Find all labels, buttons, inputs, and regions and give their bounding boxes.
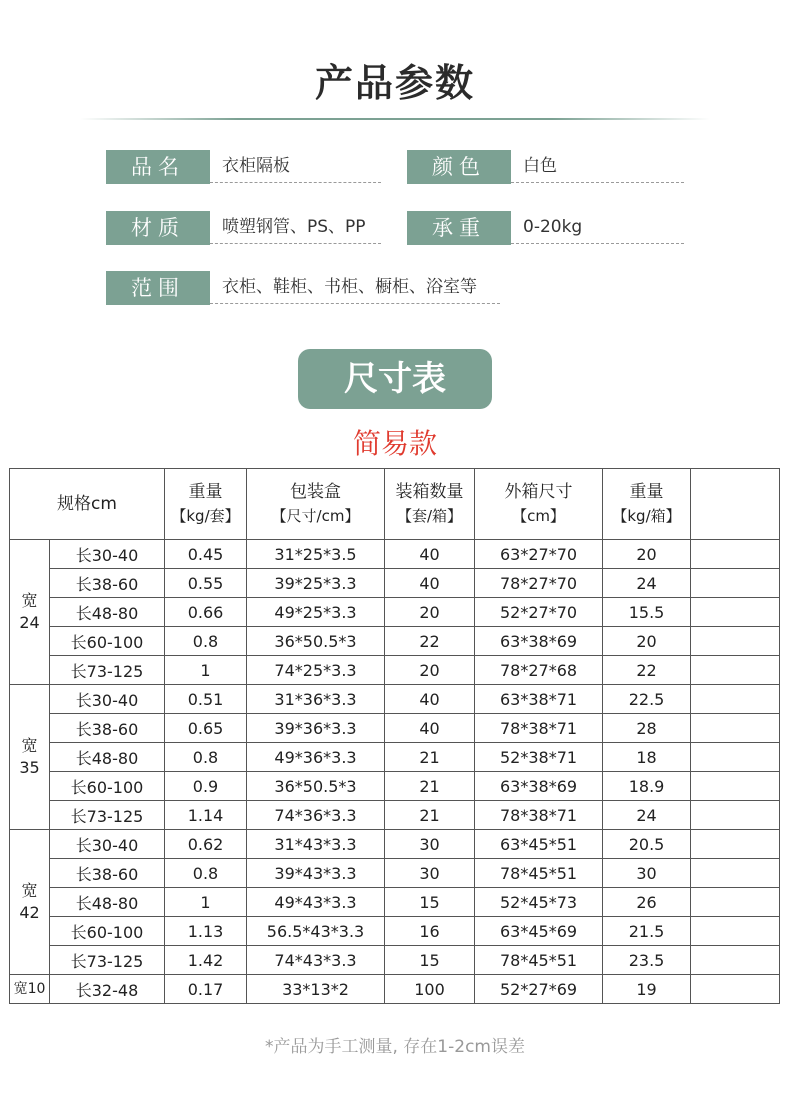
page-title: 产品参数: [314, 61, 475, 105]
title-divider: [80, 118, 710, 120]
width-group-label: [10, 975, 50, 1004]
cell-carton-weight: 26: [603, 888, 691, 917]
cell-blank: [691, 598, 780, 627]
cell-blank: [691, 830, 780, 859]
cell-weight: 1: [165, 656, 247, 685]
table-row: [10, 656, 780, 685]
cell-blank: [691, 917, 780, 946]
cell-box: 39*43*3.3: [247, 859, 385, 888]
header-carton-weight-line1: 重量: [629, 482, 664, 502]
header-qty: [385, 469, 475, 540]
subtitle: 简易款: [352, 427, 437, 460]
cell-qty: 15: [385, 888, 475, 917]
header-box-line1: 包装盒: [290, 482, 342, 502]
cell-carton-weight: 18.9: [603, 772, 691, 801]
size-table-badge: 尺寸表: [298, 349, 492, 409]
cell-weight: 1.42: [165, 946, 247, 975]
cell-spec: 长73-125: [50, 656, 165, 685]
cell-blank: [691, 772, 780, 801]
table-row: [10, 946, 780, 975]
param-material-label: 材质: [106, 211, 210, 245]
cell-carton: 63*38*69: [475, 772, 603, 801]
cell-weight: 0.45: [165, 540, 247, 569]
cell-blank: [691, 714, 780, 743]
cell-spec: 长48-80: [50, 888, 165, 917]
cell-carton-weight: 18: [603, 743, 691, 772]
cell-carton-weight: 19: [603, 975, 691, 1004]
cell-carton: 78*27*68: [475, 656, 603, 685]
param-load: [407, 211, 684, 245]
cell-carton: 52*45*73: [475, 888, 603, 917]
cell-qty: 16: [385, 917, 475, 946]
cell-spec: 长38-60: [50, 714, 165, 743]
cell-carton-weight: 15.5: [603, 598, 691, 627]
param-name-value: 衣柜隔板: [210, 150, 381, 183]
header-box-line2: 【尺寸/cm】: [271, 507, 360, 525]
width-group-label: [10, 830, 50, 975]
width-group-label-line1: 宽: [21, 591, 38, 610]
cell-carton: 78*45*51: [475, 946, 603, 975]
cell-carton: 78*38*71: [475, 714, 603, 743]
width-group-label-line2: 24: [19, 613, 40, 632]
cell-carton-weight: 23.5: [603, 946, 691, 975]
width-group-label: [10, 540, 50, 685]
cell-blank: [691, 743, 780, 772]
table-row: [10, 743, 780, 772]
cell-carton: 63*27*70: [475, 540, 603, 569]
cell-weight: 1.14: [165, 801, 247, 830]
cell-carton: 63*45*69: [475, 917, 603, 946]
cell-carton: 78*27*70: [475, 569, 603, 598]
cell-weight: 0.65: [165, 714, 247, 743]
cell-qty: 21: [385, 772, 475, 801]
cell-weight: 0.66: [165, 598, 247, 627]
cell-qty: 40: [385, 714, 475, 743]
table-row: [10, 627, 780, 656]
cell-carton-weight: 20.5: [603, 830, 691, 859]
cell-qty: 22: [385, 627, 475, 656]
cell-carton: 63*45*51: [475, 830, 603, 859]
cell-spec: 长48-80: [50, 743, 165, 772]
cell-spec: 长38-60: [50, 859, 165, 888]
cell-box: 74*43*3.3: [247, 946, 385, 975]
cell-carton-weight: 22: [603, 656, 691, 685]
param-material: [106, 211, 381, 245]
cell-carton-weight: 30: [603, 859, 691, 888]
cell-weight: 0.8: [165, 859, 247, 888]
header-carton-line1: 外箱尺寸: [504, 482, 573, 502]
param-name-label: 品名: [106, 150, 210, 184]
cell-carton-weight: 22.5: [603, 685, 691, 714]
param-load-value: 0-20kg: [511, 211, 684, 244]
cell-weight: 0.55: [165, 569, 247, 598]
cell-spec: 长30-40: [50, 830, 165, 859]
cell-carton-weight: 28: [603, 714, 691, 743]
cell-weight: 1: [165, 888, 247, 917]
cell-box: 74*36*3.3: [247, 801, 385, 830]
cell-blank: [691, 888, 780, 917]
param-color: [407, 150, 684, 184]
param-material-value: 喷塑钢管、PS、PP: [210, 211, 381, 244]
cell-carton-weight: 24: [603, 569, 691, 598]
cell-qty: 30: [385, 859, 475, 888]
cell-box: 39*36*3.3: [247, 714, 385, 743]
cell-spec: 长60-100: [50, 627, 165, 656]
cell-box: 33*13*2: [247, 975, 385, 1004]
width-group-label-line2: 35: [19, 758, 40, 777]
cell-carton: 78*38*71: [475, 801, 603, 830]
cell-qty: 40: [385, 685, 475, 714]
cell-box: 49*36*3.3: [247, 743, 385, 772]
header-spec-line1: 规格cm: [57, 494, 117, 514]
param-color-label: 颜色: [407, 150, 511, 184]
table-row: [10, 569, 780, 598]
cell-weight: 0.8: [165, 743, 247, 772]
cell-qty: 21: [385, 801, 475, 830]
cell-spec: 长32-48: [50, 975, 165, 1004]
cell-box: 36*50.5*3: [247, 772, 385, 801]
cell-blank: [691, 859, 780, 888]
cell-weight: 0.62: [165, 830, 247, 859]
table-header-row: [10, 469, 780, 540]
cell-weight: 0.8: [165, 627, 247, 656]
cell-qty: 21: [385, 743, 475, 772]
table-row: [10, 888, 780, 917]
cell-qty: 20: [385, 598, 475, 627]
cell-box: 31*25*3.5: [247, 540, 385, 569]
cell-carton: 52*27*69: [475, 975, 603, 1004]
header-carton-line2: 【cm】: [512, 507, 565, 525]
cell-spec: 长60-100: [50, 772, 165, 801]
width-group-label-line1: 宽: [21, 881, 38, 900]
footnote: *产品为手工测量, 存在1-2cm误差: [265, 1037, 525, 1057]
table-row: [10, 830, 780, 859]
header-box: [247, 469, 385, 540]
table-row: [10, 975, 780, 1004]
table-row: [10, 801, 780, 830]
width-group-label-line1: 宽: [21, 736, 38, 755]
cell-carton: 52*38*71: [475, 743, 603, 772]
cell-weight: 0.51: [165, 685, 247, 714]
cell-carton-weight: 21.5: [603, 917, 691, 946]
cell-carton: 78*45*51: [475, 859, 603, 888]
cell-weight: 1.13: [165, 917, 247, 946]
header-qty-line2: 【套/箱】: [396, 507, 463, 525]
cell-blank: [691, 627, 780, 656]
cell-box: 31*36*3.3: [247, 685, 385, 714]
cell-box: 31*43*3.3: [247, 830, 385, 859]
header-weight-line1: 重量: [188, 482, 223, 502]
param-scope-value: 衣柜、鞋柜、书柜、橱柜、浴室等: [210, 271, 500, 304]
size-table: [9, 468, 780, 1004]
table-row: [10, 772, 780, 801]
cell-qty: 20: [385, 656, 475, 685]
cell-carton: 52*27*70: [475, 598, 603, 627]
width-group-label-line1: 宽10: [13, 981, 46, 997]
cell-blank: [691, 685, 780, 714]
cell-carton-weight: 24: [603, 801, 691, 830]
cell-qty: 40: [385, 569, 475, 598]
param-scope-label: 范围: [106, 271, 210, 305]
table-row: [10, 685, 780, 714]
cell-qty: 15: [385, 946, 475, 975]
cell-carton-weight: 20: [603, 540, 691, 569]
cell-blank: [691, 801, 780, 830]
cell-box: 49*43*3.3: [247, 888, 385, 917]
cell-spec: 长73-125: [50, 946, 165, 975]
header-carton-weight: [603, 469, 691, 540]
cell-spec: 长38-60: [50, 569, 165, 598]
width-group-label-line2: 42: [19, 903, 40, 922]
cell-spec: 长30-40: [50, 685, 165, 714]
cell-box: 56.5*43*3.3: [247, 917, 385, 946]
header-weight-line2: 【kg/套】: [171, 507, 240, 525]
header-blank: [691, 469, 780, 540]
cell-qty: 30: [385, 830, 475, 859]
param-color-value: 白色: [511, 150, 684, 183]
header-qty-line1: 装箱数量: [395, 482, 464, 502]
param-name: [106, 150, 381, 184]
param-load-label: 承重: [407, 211, 511, 245]
header-weight: [165, 469, 247, 540]
cell-box: 39*25*3.3: [247, 569, 385, 598]
cell-blank: [691, 656, 780, 685]
cell-blank: [691, 540, 780, 569]
cell-weight: 0.9: [165, 772, 247, 801]
cell-spec: 长60-100: [50, 917, 165, 946]
cell-carton: 63*38*69: [475, 627, 603, 656]
table-row: [10, 859, 780, 888]
header-spec: [10, 469, 165, 540]
width-group-label: [10, 685, 50, 830]
cell-box: 74*25*3.3: [247, 656, 385, 685]
table-row: [10, 917, 780, 946]
table-row: [10, 540, 780, 569]
cell-spec: 长73-125: [50, 801, 165, 830]
cell-weight: 0.17: [165, 975, 247, 1004]
table-row: [10, 714, 780, 743]
cell-box: 49*25*3.3: [247, 598, 385, 627]
cell-blank: [691, 946, 780, 975]
param-scope: [106, 271, 500, 305]
cell-qty: 100: [385, 975, 475, 1004]
cell-box: 36*50.5*3: [247, 627, 385, 656]
header-carton: [475, 469, 603, 540]
cell-spec: 长48-80: [50, 598, 165, 627]
header-carton-weight-line2: 【kg/箱】: [612, 507, 681, 525]
cell-carton: 63*38*71: [475, 685, 603, 714]
cell-blank: [691, 569, 780, 598]
cell-blank: [691, 975, 780, 1004]
cell-spec: 长30-40: [50, 540, 165, 569]
cell-qty: 40: [385, 540, 475, 569]
table-row: [10, 598, 780, 627]
cell-carton-weight: 20: [603, 627, 691, 656]
